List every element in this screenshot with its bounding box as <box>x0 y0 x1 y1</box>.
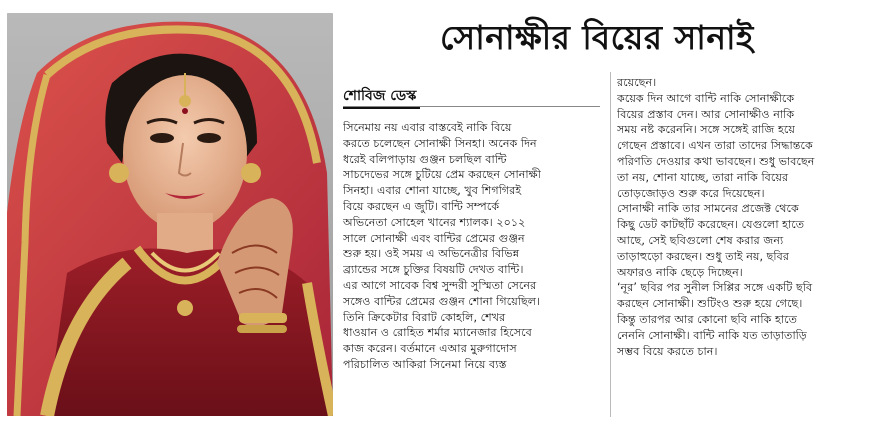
article-line: কিছু ডেট কাটছাঁট করেছেন। যেগুলো হাতে <box>617 218 805 232</box>
article-line: গেছেন প্রস্তাবে। এখন তারা তাদের সিদ্ধান্তকে <box>617 139 813 153</box>
article-line: রয়েছেন। <box>617 76 657 89</box>
article-line: তা নয়, শোনা যাচ্ছে, তারা নাকি বিয়ের <box>617 170 789 184</box>
article-line: সময় নষ্ট করেননি। সঙ্গে সঙ্গেই রাজি হয়ে <box>617 123 795 137</box>
article-line: ব্র্যান্ডের সঙ্গে চুক্তির বিষয়টি দেখত বান্টি। <box>343 263 524 277</box>
article-line: বিয়ের প্রস্তাব দেন। আর সোনাক্ষীও নাকি <box>617 107 795 121</box>
article-line: সালে সোনাক্ষী এবং বান্টির প্রেমের গুঞ্জন <box>343 231 525 245</box>
article-line: অফারও নাকি ছেড়ে দিচ্ছেন। <box>617 265 743 279</box>
article-line: সিনহা। এবার শোনা যাচ্ছে, খুব শিগগিরই <box>343 184 522 198</box>
bride-photo <box>7 13 333 416</box>
article-line: শুরু হয়। ওই সময় এ অভিনেত্রীর বিভিন্ন <box>343 247 520 261</box>
article-column-1 <box>343 120 606 373</box>
byline-rule <box>343 106 600 107</box>
article-line: তিনি ক্রিকেটার বিরাট কোহলি, শেখর <box>343 310 506 324</box>
article-line: আছে, সেই ছবিগুলো শেষ করার জন্য <box>617 233 784 247</box>
article-line: কিন্তু তারপর আর কোনো ছবি নাকি হাতে <box>617 312 798 326</box>
article-line: বিয়ে করছেন এ জুটি। বান্টি সম্পর্কে <box>343 199 500 213</box>
bride-illustration <box>7 13 333 416</box>
article-line: কয়েক দিন আগে বান্টি নাকি সোনাক্ষীকে <box>617 91 795 105</box>
article-line: এর আগে সাবেক বিশ্ব সুন্দরী সুস্মিতা সেনের <box>343 278 537 292</box>
headline: সোনাক্ষীর বিয়ের সানাই <box>440 18 754 57</box>
article-line: সিনেমায় নয় এবার বাস্তবেই নাকি বিয়ে <box>343 121 512 134</box>
article-line: করছেন সোনাক্ষী। শুটিংও শুরু হয়ে গেছে। <box>617 297 803 311</box>
article-column-2 <box>617 75 887 359</box>
article-line: তোড়জোড়ও শুরু করে দিয়েছেন। <box>617 186 765 200</box>
column-divider <box>610 72 611 417</box>
byline: শোবিজ ডেস্ক <box>343 85 420 109</box>
article-line: সাচদেভের সঙ্গে চুটিয়ে প্রেম করছেন সোনাক্ষী <box>343 168 541 182</box>
article-line: সঙ্গেও বান্টির প্রেমের গুঞ্জন শোনা গিয়েছিল। <box>343 294 541 308</box>
article-line: তাড়াহুড়ো করছেন। শুধু তাই নয়, ছবির <box>617 249 789 263</box>
article-line: ‘নূর’ ছবির পর সুনীল সিপ্পির সঙ্গে একটি ছবি <box>617 281 813 295</box>
article-line: করতে চলেছেন সোনাক্ষী সিনহা। অনেক দিন <box>343 136 537 150</box>
article-line: পরিচালিত আকিরা সিনেমা নিয়ে ব্যস্ত <box>343 357 507 371</box>
article-line: পরিণতি দেওয়ার কথা ভাবছেন। শুধু ভাবছেন <box>617 154 815 168</box>
article-line: কাজ করেন। বর্তমানে এআর মুরুগাদোস <box>343 342 517 356</box>
article-line: ধাওয়ান ও রোহিত শর্মার ম্যানেজার হিসেবে <box>343 326 532 340</box>
article-line: ধরেই বলিপাড়ায় গুঞ্জন চলছিল বান্টি <box>343 152 507 166</box>
article-line: নেননি সোনাক্ষী। বান্টি নাকি যত তাড়াতাড়ি <box>617 328 807 342</box>
article-line: সোনাক্ষী নাকি তার সামনের প্রজেক্ট থেকে <box>617 202 799 216</box>
article-line: সম্ভব বিয়ে করতে চান। <box>617 344 718 358</box>
article-line: অভিনেতা সোহেল খানের শ্যালক। ২০১২ <box>343 215 526 229</box>
